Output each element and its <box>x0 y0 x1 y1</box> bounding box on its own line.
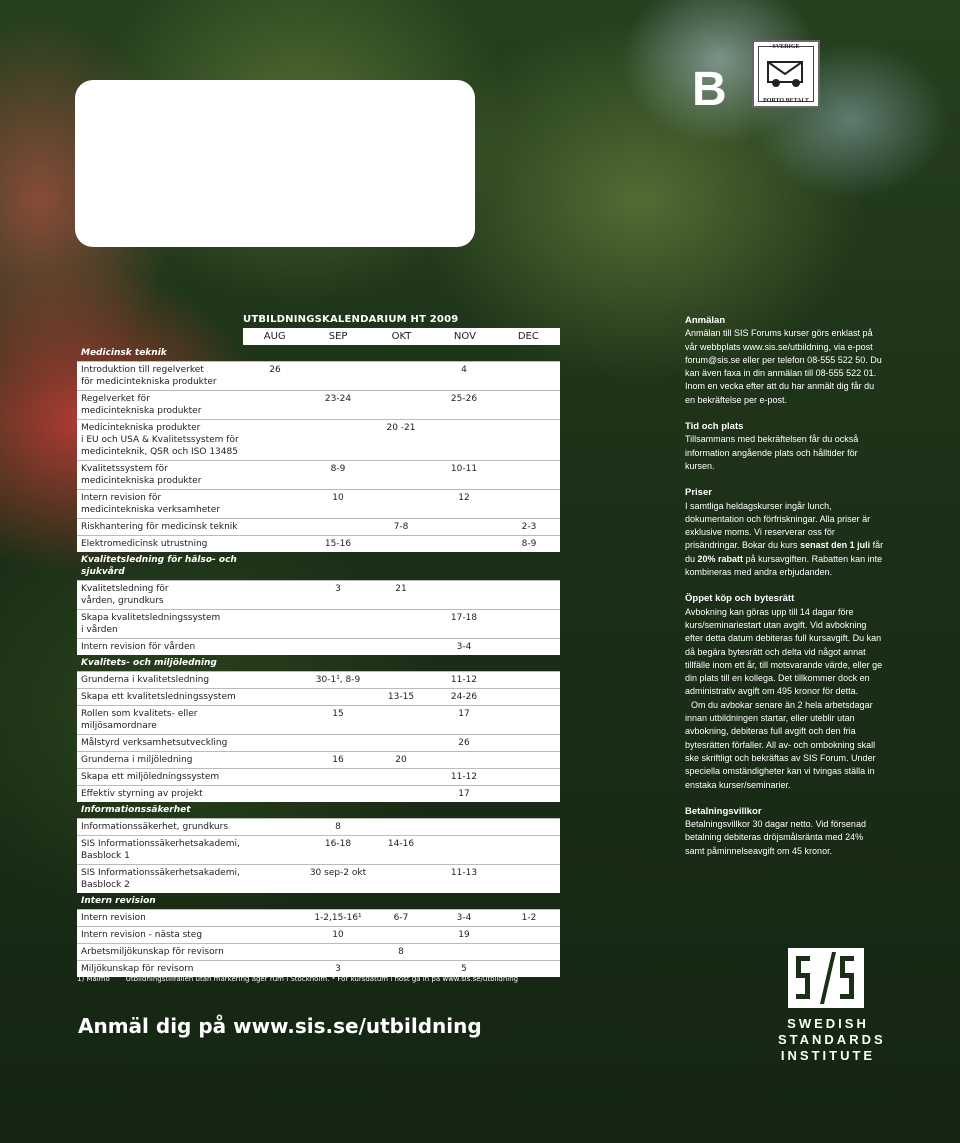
row-label: Skapa ett kvalitetsledningssystem <box>81 692 236 702</box>
table-group-heading <box>77 802 560 818</box>
table-row <box>77 909 560 926</box>
table-row <box>77 609 560 638</box>
table-row <box>77 671 560 688</box>
table-row <box>77 734 560 751</box>
cell-sep: 10 <box>332 493 344 503</box>
row-label: Intern revision <box>81 913 146 923</box>
row-label: Medicintekniska produkter i EU och USA & Kvalitetssystem för medicinteknik, QSR och ISO 13485 <box>81 423 239 457</box>
table-group-heading <box>77 655 560 671</box>
tid-heading: Tid och plats <box>685 421 744 433</box>
course-calendar-table <box>77 345 560 977</box>
calendar-title: UTBILDNINGSKALENDARIUM HT 2009 <box>243 314 459 325</box>
row-label: Intern revision - nästa steg <box>81 930 203 940</box>
row-label: Introduktion till regelverket för medicintekniska produkter <box>81 365 217 387</box>
cell-nov: 17 <box>458 709 470 719</box>
info-column <box>685 314 885 871</box>
priser-heading: Priser <box>685 487 712 499</box>
table-row <box>77 768 560 785</box>
cell-nov: 26 <box>458 738 470 748</box>
row-label: Regelverket för medicintekniska produkter <box>81 394 202 416</box>
cell-nov: 24-26 <box>450 692 478 702</box>
table-row <box>77 785 560 802</box>
month-nov: NOV <box>453 331 476 342</box>
cell-nov: 17 <box>458 789 470 799</box>
month-okt: OKT <box>391 331 412 342</box>
cell-sep: 23-24 <box>324 394 352 404</box>
row-label: Informationssäkerhet, grundkurs <box>81 822 229 832</box>
cell-sep: 10 <box>332 930 344 940</box>
cell-nov: 17-18 <box>450 613 478 623</box>
row-label: Rollen som kvalitets- eller miljösamordnare <box>81 709 198 731</box>
row-label: Informationssäkerhet <box>81 805 191 815</box>
oppet-heading: Öppet köp och bytesrätt <box>685 593 795 605</box>
table-row <box>77 580 560 609</box>
tid-text: Tillsammans med bekräftelsen får du också information angående plats och hålltider för kursen. <box>685 434 859 471</box>
month-header <box>243 328 560 345</box>
row-label: Skapa ett miljöledningssystem <box>81 772 220 782</box>
cell-nov: 19 <box>458 930 470 940</box>
row-label: Kvalitetsledning för hälso- och sjukvård <box>81 555 237 577</box>
betal-heading: Betalningsvillkor <box>685 805 762 817</box>
sis-logo-text: SWEDISH STANDARDS INSTITUTE <box>778 1016 886 1063</box>
table-row <box>77 419 560 460</box>
cell-sep: 1-2,15-16¹ <box>314 913 362 923</box>
anmalan-text: Anmälan till SIS Forums kurser görs enklast på vår webbplats www.sis.se/utbildning, via e-post forum@sis.se eller per telefon 08-555 522 50. Du kan även faxa in din anmälan till 08-555 522 01. Inom en vecka efter att du har anmält dig får du en bekräftelse per e-post. <box>685 328 882 405</box>
cell-sep: 3 <box>335 964 341 974</box>
row-label: Intern revision för medicintekniska verksamheter <box>81 493 221 515</box>
row-label: Elektromedicinsk utrustning <box>81 539 208 549</box>
cell-okt: 6-7 <box>393 913 409 923</box>
table-row <box>77 390 560 419</box>
betal-text: Betalningsvillkor 30 dagar netto. Vid försenad betalning debiteras dröjsmålsränta med 24% samt påminnelseavgift om 45 kronor. <box>685 819 866 856</box>
cell-dec: 2-3 <box>521 522 537 532</box>
cell-aug: 26 <box>269 365 281 375</box>
cell-sep: 16 <box>332 755 344 765</box>
row-label: Kvalitetssystem för medicintekniska produkter <box>81 464 202 486</box>
cell-okt: 13-15 <box>387 692 415 702</box>
row-label: Målstyrd verksamhetsutveckling <box>81 738 228 748</box>
cell-sep: 16-18 <box>324 839 352 849</box>
row-label: Riskhantering för medicinsk teknik <box>81 522 238 532</box>
row-label: Effektiv styrning av projekt <box>81 789 203 799</box>
table-row <box>77 518 560 535</box>
priser-text: I samtliga heldagskurser ingår lunch, dokumentation och förfriskningar. Alla priser är exklusive moms. Vi reserverar oss för prisändringar. Bokar du kurs senast den 1 juli får du 20% rabatt på kursavgiften. Rabatten kan inte kombineras med andra erbjudanden. <box>685 500 884 578</box>
table-group-heading <box>77 552 560 580</box>
table-row <box>77 751 560 768</box>
mail-class-letter: B <box>692 63 727 116</box>
cell-sep: 8 <box>335 822 341 832</box>
table-row <box>77 926 560 943</box>
month-sep: SEP <box>328 331 348 342</box>
table-group-heading <box>77 893 560 909</box>
cell-okt: 14-16 <box>387 839 415 849</box>
stamp-top-text: SVERIGE <box>772 44 800 50</box>
table-group-heading <box>77 345 560 361</box>
footnote: 1) Malmö Utbildningstillfällen utan markering äger rum i Stockholm. * För kursdatum i höst gå in på www.sis.se/utbildning <box>77 975 519 983</box>
row-label: Kvalitetsledning för vården, grundkurs <box>81 584 169 606</box>
cell-dec: 1-2 <box>521 913 537 923</box>
address-field <box>75 80 475 247</box>
cell-okt: 21 <box>395 584 407 594</box>
postage-stamp <box>752 40 820 108</box>
posthorn-icon <box>766 56 806 88</box>
table-row <box>77 535 560 552</box>
row-label: Intern revision för vården <box>81 642 196 652</box>
table-row <box>77 688 560 705</box>
cell-nov: 12 <box>458 493 470 503</box>
month-aug: AUG <box>263 331 286 342</box>
row-label: Skapa kvalitetsledningssystem i vården <box>81 613 221 635</box>
cell-sep: 15 <box>332 709 344 719</box>
cell-nov: 5 <box>461 964 467 974</box>
cell-okt: 20 <box>395 755 407 765</box>
row-label: SIS Informationssäkerhetsakademi, Basblock 1 <box>81 839 240 861</box>
stamp-bottom-text: PORTO BETALT <box>763 98 809 104</box>
row-label: Grunderna i miljöledning <box>81 755 193 765</box>
table-row <box>77 835 560 864</box>
table-row <box>77 818 560 835</box>
cell-sep: 15-16 <box>324 539 352 549</box>
cell-nov: 11-12 <box>450 772 478 782</box>
oppet-text-2: Om du avbokar senare än 2 hela arbetsdagar innan utbildningen startar, eller uteblir utan avbokning, debiteras full avgift och den fria bytesrätten förfaller. All av- och ombokning skall ske skriftligt och bekräftas av SIS Forum. Under speciella omständigheter kan vi tvingas ställa in enstaka kurser/seminarier. <box>685 699 876 790</box>
cell-nov: 11-13 <box>450 868 478 878</box>
oppet-text-1: Avbokning kan göras upp till 14 dagar före kurs/seminariestart utan avgift. Vid avbokning efter detta datum debiteras full kursavgift. Du kan då begära bytesrätt och delta vid något annat tillfälle inom ett år, till motsvarande värde, eller ge din plats till en kollega. Det tillkommer dock en administrativ avgift om 495 kronor för detta. <box>685 606 883 697</box>
table-row <box>77 361 560 390</box>
cell-nov: 3-4 <box>456 642 472 652</box>
cell-nov: 11-12 <box>450 675 478 685</box>
row-label: Medicinsk teknik <box>81 348 167 358</box>
row-label: Arbetsmiljökunskap för revisorn <box>81 947 224 957</box>
cell-okt: 7-8 <box>393 522 409 532</box>
table-row <box>77 705 560 734</box>
row-label: SIS Informationssäkerhetsakademi, Basblock 2 <box>81 868 240 890</box>
cell-sep: 3 <box>335 584 341 594</box>
cell-dec: 8-9 <box>521 539 537 549</box>
table-row <box>77 943 560 960</box>
table-row <box>77 489 560 518</box>
sis-logo-icon <box>788 948 864 1008</box>
cell-sep: 30 sep-2 okt <box>309 868 367 878</box>
row-label: Miljökunskap för revisorn <box>81 964 194 974</box>
anmalan-heading: Anmälan <box>685 315 726 326</box>
row-label: Grunderna i kvalitetsledning <box>81 675 210 685</box>
cell-okt: 8 <box>398 947 404 957</box>
cell-nov: 3-4 <box>456 913 472 923</box>
table-row <box>77 638 560 655</box>
signup-link[interactable]: Anmäl dig på www.sis.se/utbildning <box>78 1014 482 1038</box>
cell-okt: 20 -21 <box>386 423 416 433</box>
table-row <box>77 864 560 893</box>
table-row <box>77 460 560 489</box>
row-label: Intern revision <box>81 896 156 906</box>
month-dec: DEC <box>517 331 539 342</box>
cell-nov: 25-26 <box>450 394 478 404</box>
cell-nov: 4 <box>461 365 467 375</box>
cell-sep: 30-1¹, 8-9 <box>315 675 361 685</box>
cell-sep: 8-9 <box>330 464 346 474</box>
row-label: Kvalitets- och miljöledning <box>81 658 217 668</box>
cell-nov: 10-11 <box>450 464 478 474</box>
